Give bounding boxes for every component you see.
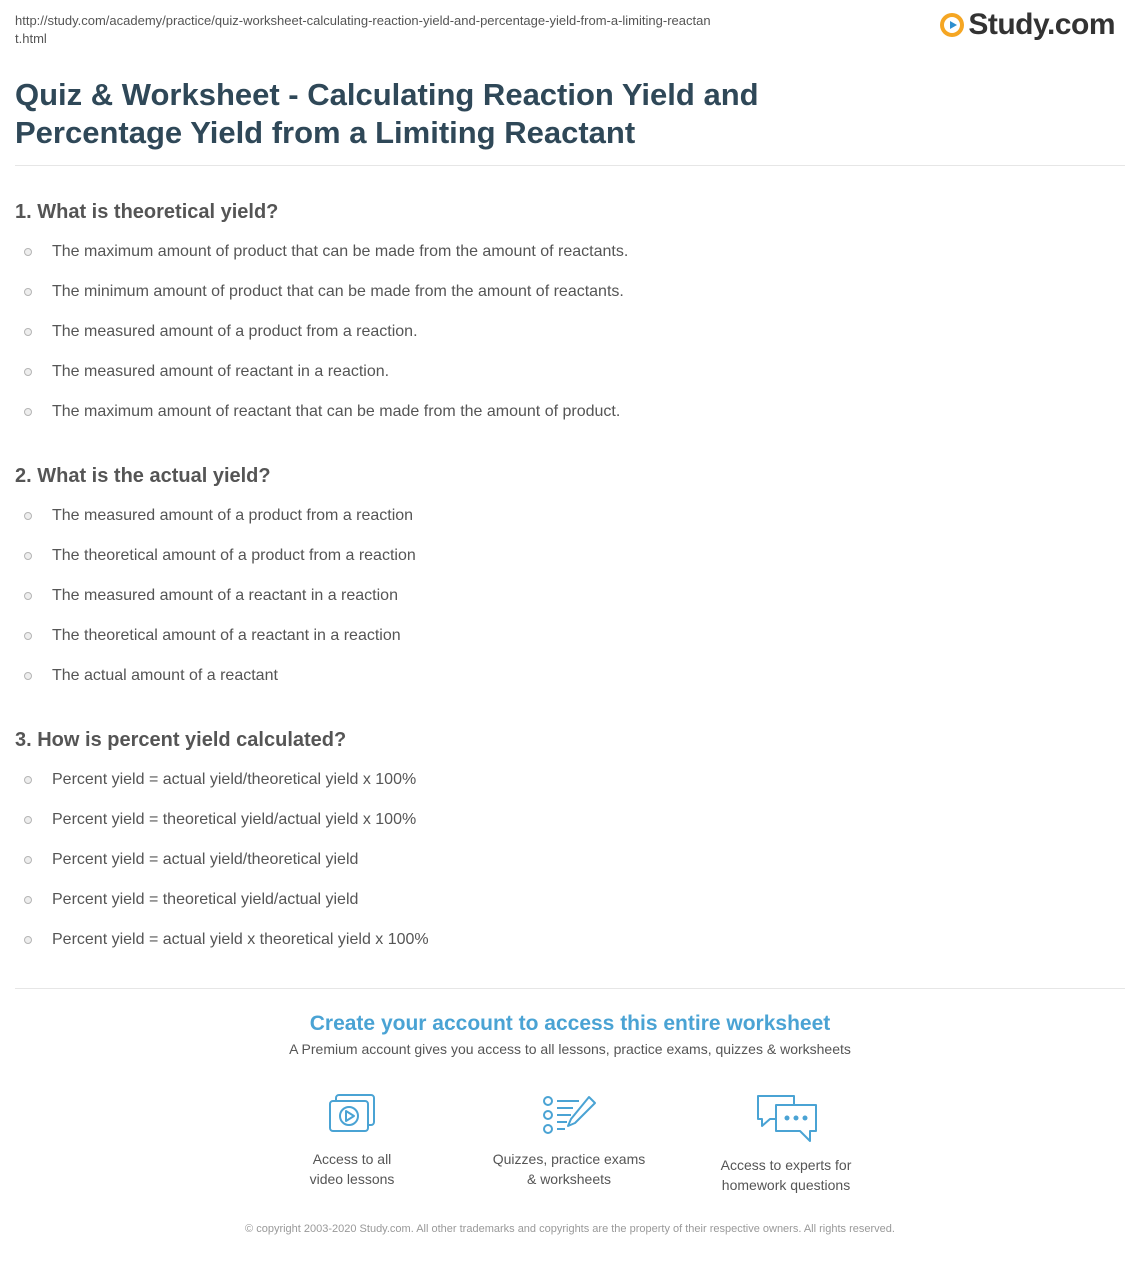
option[interactable] xyxy=(15,400,620,424)
study-logo[interactable] xyxy=(939,8,1115,42)
option-text: Percent yield = actual yield/theoretical yield x 100% xyxy=(52,771,417,788)
question-title: 1. What is theoretical yield? xyxy=(15,201,279,223)
radio-icon[interactable] xyxy=(24,552,32,560)
option-text: The minimum amount of product that can be made from the amount of reactants. xyxy=(52,283,624,300)
divider xyxy=(15,988,1125,989)
feature-label-line: Quizzes, practice exams xyxy=(492,1151,646,1167)
radio-icon[interactable] xyxy=(24,592,32,600)
question-1 xyxy=(15,200,1115,420)
option[interactable] xyxy=(15,504,413,528)
page-url: http://study.com/academy/practice/quiz-worksheet-calculating-reaction-yield-and-percentage-yield-from-a-limiting-reactant.html xyxy=(15,13,711,46)
radio-icon[interactable] xyxy=(24,896,32,904)
option-text: Percent yield = theoretical yield/actual yield x 100% xyxy=(52,811,417,828)
premium-cta xyxy=(0,1010,1140,1057)
copyright-text: © copyright 2003-2020 Study.com. All other trademarks and copyrights are the property of their respective owners. All rights reserved. xyxy=(245,1223,895,1235)
option[interactable] xyxy=(15,888,358,912)
page-title: Quiz & Worksheet - Calculating Reaction Yield and Percentage Yield from a Limiting Reactant xyxy=(15,77,759,150)
feature-quizzes xyxy=(469,1093,669,1189)
chat-experts-icon xyxy=(754,1093,818,1145)
option-text: Percent yield = actual yield/theoretical yield xyxy=(52,851,359,868)
feature-label xyxy=(252,1149,452,1189)
option[interactable] xyxy=(15,280,624,304)
feature-label xyxy=(686,1155,886,1195)
video-lessons-icon xyxy=(326,1093,378,1139)
option[interactable] xyxy=(15,360,389,384)
option[interactable] xyxy=(15,320,418,344)
option-text: The theoretical amount of a product from a reaction xyxy=(52,547,416,564)
option[interactable] xyxy=(15,768,416,792)
feature-label-line: Access to experts for xyxy=(720,1157,852,1173)
option-text: The measured amount of reactant in a reaction. xyxy=(52,363,390,380)
option-text: The measured amount of a product from a reaction. xyxy=(52,323,418,340)
radio-icon[interactable] xyxy=(24,816,32,824)
radio-icon[interactable] xyxy=(24,368,32,376)
option-text: The measured amount of a product from a reaction xyxy=(52,507,414,524)
feature-label-line: Access to all xyxy=(312,1151,392,1167)
question-3 xyxy=(15,728,1115,948)
question-2 xyxy=(15,464,1115,684)
divider xyxy=(15,165,1125,166)
radio-icon[interactable] xyxy=(24,248,32,256)
option[interactable] xyxy=(15,624,401,648)
feature-label-line: & worksheets xyxy=(526,1171,612,1187)
option-text: Percent yield = theoretical yield/actual yield xyxy=(52,891,359,908)
option-text: The maximum amount of product that can be made from the amount of reactants. xyxy=(52,243,629,260)
logo-text: Study.com xyxy=(968,8,1115,41)
cta-subtitle: A Premium account gives you access to all lessons, practice exams, quizzes & worksheets xyxy=(289,1041,851,1057)
option[interactable] xyxy=(15,808,416,832)
quiz-checklist-icon xyxy=(541,1093,597,1139)
radio-icon[interactable] xyxy=(24,328,32,336)
option-text: The measured amount of a reactant in a reaction xyxy=(52,587,398,604)
feature-video-lessons xyxy=(252,1093,452,1189)
radio-icon[interactable] xyxy=(24,512,32,520)
option[interactable] xyxy=(15,544,416,568)
radio-icon[interactable] xyxy=(24,856,32,864)
option-text: The maximum amount of reactant that can be made from the amount of product. xyxy=(52,403,621,420)
question-title: 3. How is percent yield calculated? xyxy=(15,729,347,751)
radio-icon[interactable] xyxy=(24,776,32,784)
option[interactable] xyxy=(15,584,398,608)
play-logo-icon xyxy=(939,12,965,38)
option-text: The theoretical amount of a reactant in a reaction xyxy=(52,627,401,644)
option[interactable] xyxy=(15,848,358,872)
feature-label-line: homework questions xyxy=(721,1177,851,1193)
radio-icon[interactable] xyxy=(24,408,32,416)
feature-label-line: video lessons xyxy=(309,1171,395,1187)
question-title: 2. What is the actual yield? xyxy=(15,465,271,487)
option[interactable] xyxy=(15,928,429,952)
option[interactable] xyxy=(15,664,278,688)
radio-icon[interactable] xyxy=(24,288,32,296)
feature-experts xyxy=(686,1093,886,1195)
copyright-footer xyxy=(0,1221,1140,1238)
option-text: The actual amount of a reactant xyxy=(52,667,278,684)
cta-title[interactable]: Create your account to access this entire worksheet xyxy=(309,1012,831,1035)
radio-icon[interactable] xyxy=(24,936,32,944)
radio-icon[interactable] xyxy=(24,632,32,640)
radio-icon[interactable] xyxy=(24,672,32,680)
option[interactable] xyxy=(15,240,628,264)
feature-label xyxy=(469,1149,669,1189)
option-text: Percent yield = actual yield x theoretical yield x 100% xyxy=(52,931,429,948)
